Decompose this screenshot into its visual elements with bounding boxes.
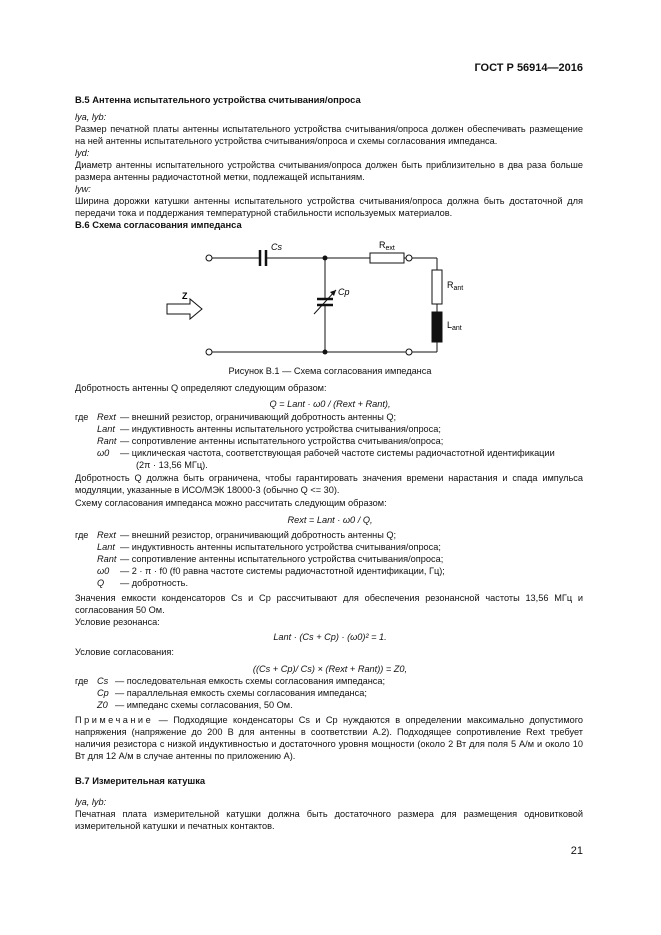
page-number: 21 <box>570 845 583 857</box>
figure-caption: Рисунок В.1 — Схема согласования импеданса <box>228 366 432 376</box>
definition-cp: Cp — параллельная емкость схемы согласования импеданса; <box>97 688 367 698</box>
label-lant: $L_{ant}$ <box>447 320 462 332</box>
definition-omega: ω0 — циклическая частота, соответствующая рабочей частоте системы радиочастотной идентификации <box>97 448 555 458</box>
label-rext: $R_{ext}$ <box>379 240 395 252</box>
resonance-formula: Lant · (Cs + Cp) · (ω0)² = 1. <box>273 632 387 642</box>
input-terminal-top <box>206 255 212 261</box>
label-cs: Cs <box>271 242 282 252</box>
definition-lant: Lant — индуктивность антенны испытательного устройства считывания/опроса; <box>97 424 441 434</box>
definition-cs: Cs — последовательная емкость схемы согласования импеданса; <box>97 676 386 686</box>
rext-formula: Rext = Lant · ω0 / Q, <box>287 515 373 525</box>
node-terminal-bottom-right <box>406 349 412 355</box>
resistor-rext <box>370 253 404 263</box>
where-label-3: где <box>75 676 89 686</box>
definition-omega-2: ω0 — 2 · π · f0 (f0 равна частоте системы радиочастотной идентификации, Гц); <box>97 566 445 576</box>
b5-paragraph-2: Диаметр антенны испытательного устройства считывания/опроса должен быть приблизительно в два раза больше размера антенны радиочастотной метки, подлежащей испытаниям. <box>75 160 583 182</box>
param-lyd: lyd: <box>75 148 90 158</box>
resonance-label: Условие резонанса: <box>75 617 160 627</box>
section-b6-title: В.6 Схема согласования импеданса <box>75 219 242 230</box>
b7-param-lya-lyb: lya, lyb: <box>75 797 107 807</box>
note-label: Примечание <box>75 715 154 725</box>
b5-paragraph-3: Ширина дорожки катушки антенны испытательного устройства считывания/опроса должна быть достаточной для передачи тока и поддержания температурной стабильности используемых материалов. <box>75 196 583 218</box>
node-terminal-top-right <box>406 255 412 261</box>
section-b7-title: В.7 Измерительная катушка <box>75 775 206 786</box>
definitions-list-2 <box>60 529 570 589</box>
definition-omega-cont: (2π · 13,56 МГц). <box>136 460 208 470</box>
where-label-2: где <box>75 530 89 540</box>
definitions-list-1 <box>60 411 570 471</box>
note-paragraph <box>75 714 583 762</box>
impedance-arrow-icon <box>167 299 202 319</box>
inductor-lant <box>432 312 442 342</box>
q-intro-text: Добротность антенны Q определяют следующим образом: <box>75 383 327 393</box>
impedance-matching-circuit <box>160 234 480 362</box>
definition-lant-2: Lant — индуктивность антенны испытательного устройства считывания/опроса; <box>97 542 441 552</box>
param-lyw: lyw: <box>75 184 91 194</box>
match-label: Условие согласования: <box>75 647 174 657</box>
definition-z0: Z0 — импеданс схемы согласования, 50 Ом. <box>97 700 293 710</box>
definition-rext-2: Rext — внешний резистор, ограничивающий добротность антенны Q; <box>97 530 397 540</box>
q-intro <box>75 382 327 394</box>
resistor-rant <box>432 270 442 304</box>
param-lya-lyb: lya, lyb: <box>75 112 107 122</box>
definition-q-2: Q — добротность. <box>97 578 189 588</box>
document-header: ГОСТ Р 56914—2016 <box>474 62 583 74</box>
q-formula: Q = Lant · ω0 / (Rext + Rant), <box>269 399 391 409</box>
definitions-list-3 <box>60 675 570 711</box>
b7-paragraph-1: Печатная плата измерительной катушки должна быть достаточного размера для размещения одновитковой измерительной катушки и печатных контактов. <box>75 809 583 831</box>
definition-rant: Rant — сопротивление антенны испытательного устройства считывания/опроса; <box>97 436 444 446</box>
input-terminal-bottom <box>206 349 212 355</box>
label-rant: $R_{ant}$ <box>447 280 464 292</box>
section-b5-title: В.5 Антенна испытательного устройства считывания/опроса <box>75 94 361 105</box>
calc-intro: Схему согласования импеданса можно рассчитать следующим образом: <box>75 498 387 508</box>
definition-rant-2: Rant — сопротивление антенны испытательного устройства считывания/опроса; <box>97 554 444 564</box>
b5-paragraph-1 <box>75 123 583 147</box>
match-formula: ((Cs + Cp)/ Cs) × (Rext + Rant)) = Z0, <box>252 664 408 674</box>
cap-values-paragraph: Значения емкости конденсаторов Cs и Cp рассчитывают для обеспечения резонансной частоты 13,56 МГц и согласования 50 Ом. <box>75 593 583 615</box>
note-text: — Подходящие конденсаторы Cs и Cp нуждаются в определении максимально допустимого напряжения (напряжение до 200 В для антенны в соответствии А.2). Подходящее сопротивление Rext требует наличия резистора с низкой индуктивностью и достаточного уровня мощности (около 2 Вт для поля 5 А/м и около 10 Вт для 12 А/м в случае антенны по приложению А). <box>75 715 583 761</box>
q-limit-paragraph: Добротность Q должна быть ограничена, чтобы гарантировать значения времени нарастания и спада импульса модуляции, указанные в ИСО/МЭК 18000-3 (обычно Q <= 30). <box>75 473 583 495</box>
b5-paragraph-1-text: Размер печатной платы антенны испытательного устройства считывания/опроса должен обеспечивать размещение на ней антенны испытательного устройства считывания/опроса и схемы согласования импеданса. <box>75 124 583 146</box>
label-cp: Cp <box>338 287 350 297</box>
label-z: Z <box>182 291 188 301</box>
definition-rext: Rext — внешний резистор, ограничивающий добротность антенны Q; <box>97 412 397 422</box>
where-label-1: где <box>75 412 89 422</box>
